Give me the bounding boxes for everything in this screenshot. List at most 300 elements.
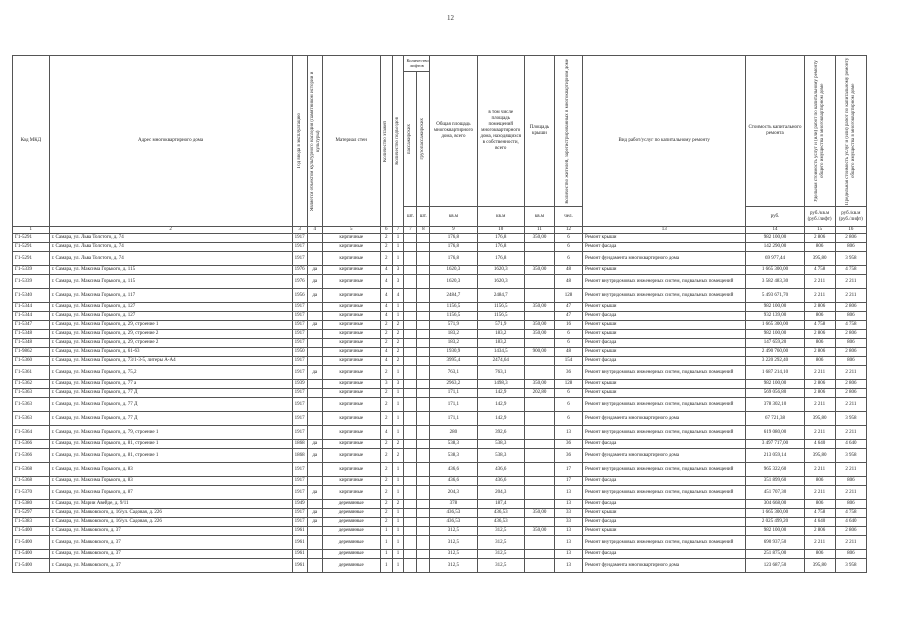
residential-area-cell: 538,3	[477, 449, 524, 463]
floors-cell: 4	[380, 275, 392, 289]
residents-cell: 48	[555, 275, 583, 289]
residents-cell: 48	[555, 348, 583, 357]
residents-cell: 13	[555, 486, 583, 500]
table-row	[13, 550, 867, 559]
cost-cell: 2 025 499,20	[746, 518, 804, 527]
code-cell: Г1-5291	[13, 234, 50, 243]
elev-passenger-cell	[404, 440, 417, 449]
max-cost-cell: 806	[835, 312, 866, 321]
residents-cell: 13	[555, 536, 583, 550]
year-cell: 1917	[292, 463, 307, 477]
residents-cell: 47	[555, 312, 583, 321]
address-cell: г. Самара, ул. Максима Горького, д. 79, строение 1	[49, 426, 292, 440]
cost-cell: 1 665 300,00	[746, 509, 804, 518]
max-cost-cell: 4 758	[835, 321, 866, 330]
entrances-cell: 1	[392, 243, 404, 252]
elev-freight-cell	[417, 559, 430, 573]
unit-residential-area: кв.м	[477, 207, 524, 227]
table-row	[13, 252, 867, 266]
entrances-cell: 2	[392, 321, 404, 330]
elev-passenger-cell	[404, 536, 417, 550]
floors-cell: 2	[380, 500, 392, 509]
elev-freight-cell	[417, 366, 430, 380]
material-cell: деревянные	[322, 536, 380, 550]
elev-freight-cell	[417, 550, 430, 559]
address-cell: г. Самара, ул. Максима Горького, д. 61-63	[49, 348, 292, 357]
code-cell: Г1-5366	[13, 449, 50, 463]
elev-passenger-cell	[404, 559, 417, 573]
heritage-cell	[307, 389, 322, 398]
total-area-cell: 2484,7	[430, 289, 477, 303]
work-type-cell: Ремонт внутридомовых инженерных систем, подвальных помещений	[582, 289, 745, 303]
work-type-cell: Ремонт внутридомовых инженерных систем, подвальных помещений	[582, 275, 745, 289]
address-cell: г. Самара, ул. Маяковского, д. 37	[49, 527, 292, 536]
year-cell: 1956	[292, 289, 307, 303]
table-row	[13, 312, 867, 321]
floors-cell: 2	[380, 412, 392, 426]
year-cell: 1917	[292, 366, 307, 380]
table-row	[13, 509, 867, 518]
header-unit-cost: Удельная стоимость услуг и (или) работ по капитальному ремонту общего имущества в многоквартирном доме	[813, 60, 825, 202]
code-cell: Г1-5291	[13, 243, 50, 252]
year-cell: 1868	[292, 449, 307, 463]
total-area-cell: 280	[430, 426, 477, 440]
cost-cell: 982 100,00	[746, 380, 804, 389]
material-cell: деревянные	[322, 550, 380, 559]
material-cell: кирпичные	[322, 389, 380, 398]
entrances-cell: 2	[392, 339, 404, 348]
total-area-cell: 176,8	[430, 234, 477, 243]
cost-cell: 690 937,50	[746, 536, 804, 550]
unit-cost-cell: 806	[804, 357, 835, 366]
residents-cell: 6	[555, 412, 583, 426]
roof-area-cell	[524, 243, 554, 252]
roof-area-cell	[524, 426, 554, 440]
work-type-cell: Ремонт крыши	[582, 266, 745, 275]
elev-passenger-cell	[404, 449, 417, 463]
floors-cell: 4	[380, 348, 392, 357]
work-type-cell: Ремонт внутридомовых инженерных систем, подвальных помещений	[582, 398, 745, 412]
unit-cost-cell: 2 806	[804, 389, 835, 398]
entrances-cell: 1	[392, 234, 404, 243]
cost-cell: 982 100,00	[746, 234, 804, 243]
total-area-cell: 1620,3	[430, 275, 477, 289]
floors-cell: 1	[380, 536, 392, 550]
unit-cost-cell: 2 806	[804, 348, 835, 357]
year-cell: 1917	[292, 426, 307, 440]
total-area-cell: 2963,2	[430, 380, 477, 389]
elev-passenger-cell	[404, 380, 417, 389]
max-cost-cell: 2 211	[835, 463, 866, 477]
max-cost-cell: 3 958	[835, 412, 866, 426]
residential-area-cell: 142,9	[477, 389, 524, 398]
max-cost-cell: 2 211	[835, 486, 866, 500]
total-area-cell: 1930,9	[430, 348, 477, 357]
year-cell: 1917	[292, 303, 307, 312]
total-area-cell: 436,53	[430, 518, 477, 527]
heritage-cell	[307, 398, 322, 412]
max-cost-cell: 4 640	[835, 518, 866, 527]
heritage-cell	[307, 477, 322, 486]
total-area-cell: 571,9	[430, 321, 477, 330]
entrances-cell: 1	[392, 486, 404, 500]
residential-area-cell: 436,6	[477, 477, 524, 486]
elev-freight-cell	[417, 463, 430, 477]
unit-cost-cell: 806	[804, 500, 835, 509]
unit-cost-cell: 4 640	[804, 440, 835, 449]
max-cost-cell: 2 211	[835, 289, 866, 303]
unit-cost-cell: 4 640	[804, 518, 835, 527]
max-cost-cell: 3 958	[835, 252, 866, 266]
address-cell: г. Самара, ул. Максима Горького, д. 75,2	[49, 366, 292, 380]
unit-roof-area: кв.м	[524, 207, 554, 227]
unit-cost-cell: 2 211	[804, 486, 835, 500]
material-cell: кирпичные	[322, 357, 380, 366]
residential-area-cell: 1434,5	[477, 348, 524, 357]
max-cost-cell: 3 958	[835, 559, 866, 573]
total-area-cell: 538,3	[430, 440, 477, 449]
work-type-cell: Ремонт крыши	[582, 389, 745, 398]
header-heritage: Является объектом культурного наследия (памятником истории и культуры)	[309, 71, 321, 211]
total-area-cell: 176,8	[430, 252, 477, 266]
column-number: 5	[322, 227, 380, 234]
heritage-cell	[307, 550, 322, 559]
entrances-cell: 1	[392, 477, 404, 486]
entrances-cell: 1	[392, 536, 404, 550]
cost-cell: 251 875,00	[746, 550, 804, 559]
address-cell: г. Самара, ул. Марии Авейде, д. 9/11	[49, 500, 292, 509]
table-row	[13, 366, 867, 380]
cost-cell: 69 977,44	[746, 252, 804, 266]
total-area-cell: 183,2	[430, 330, 477, 339]
header-material: Материал стен	[322, 56, 380, 227]
total-area-cell: 176,8	[430, 243, 477, 252]
floors-cell: 2	[380, 398, 392, 412]
year-cell: 1917	[292, 330, 307, 339]
floors-cell: 1	[380, 550, 392, 559]
roof-area-cell	[524, 252, 554, 266]
code-cell: Г1-5380	[13, 500, 50, 509]
entrances-cell: 1	[392, 550, 404, 559]
table-row	[13, 527, 867, 536]
column-number: 1	[13, 227, 50, 234]
address-cell: г. Самара, ул. Максима Горького, д. 29, строение 2	[49, 330, 292, 339]
cost-cell: 123 687,50	[746, 559, 804, 573]
work-type-cell: Ремонт крыши	[582, 348, 745, 357]
work-type-cell: Ремонт внутридомовых инженерных систем, подвальных помещений	[582, 366, 745, 380]
residential-area-cell: 183,2	[477, 330, 524, 339]
table-row	[13, 339, 867, 348]
material-cell: кирпичные	[322, 321, 380, 330]
work-type-cell: Ремонт фундамента многоквартирного дома	[582, 449, 745, 463]
header-residential-area: в том числе площадь помещений многоквартирного дома, находящихся в собственности, всего	[477, 56, 524, 207]
total-area-cell: 436,6	[430, 463, 477, 477]
max-cost-cell: 2 211	[835, 275, 866, 289]
residential-area-cell: 183,2	[477, 339, 524, 348]
elev-freight-cell	[417, 234, 430, 243]
residential-area-cell: 436,6	[477, 463, 524, 477]
heritage-cell	[307, 357, 322, 366]
unit-cost-cell: 2 211	[804, 398, 835, 412]
work-type-cell: Ремонт крыши	[582, 321, 745, 330]
address-cell: г. Самара, ул. Максима Горького, д. 83	[49, 463, 292, 477]
elev-passenger-cell	[404, 357, 417, 366]
work-type-cell: Ремонт фундамента многоквартирного дома	[582, 559, 745, 573]
column-number: 2	[49, 227, 292, 234]
header-entrances: Количество подъездов	[395, 117, 401, 165]
max-cost-cell: 2 211	[835, 426, 866, 440]
elev-freight-cell	[417, 321, 430, 330]
entrances-cell: 2	[392, 449, 404, 463]
cost-cell: 304 668,00	[746, 500, 804, 509]
code-cell: Г1-5347	[13, 321, 50, 330]
elev-passenger-cell	[404, 463, 417, 477]
unit-cost-cell: 4 758	[804, 321, 835, 330]
max-cost-cell: 806	[835, 477, 866, 486]
elev-freight-cell	[417, 243, 430, 252]
material-cell: деревянные	[322, 500, 380, 509]
residents-cell: 6	[555, 389, 583, 398]
table-row	[13, 389, 867, 398]
code-cell: Г1-5340	[13, 289, 50, 303]
table-row	[13, 449, 867, 463]
roof-area-cell	[524, 477, 554, 486]
floors-cell: 2	[380, 486, 392, 500]
roof-area-cell: 350,00	[524, 330, 554, 339]
table-row	[13, 330, 867, 339]
work-type-cell: Ремонт крыши	[582, 234, 745, 243]
address-cell: г. Самара, ул. Максима Горького, д. 77 Д	[49, 389, 292, 398]
elev-passenger-cell	[404, 348, 417, 357]
code-cell: Г1-5400	[13, 536, 50, 550]
cost-cell: 351 899,60	[746, 477, 804, 486]
roof-area-cell	[524, 312, 554, 321]
material-cell: деревянные	[322, 559, 380, 573]
residents-cell: 13	[555, 550, 583, 559]
elev-passenger-cell	[404, 486, 417, 500]
column-number: 16	[835, 227, 866, 234]
material-cell: кирпичные	[322, 398, 380, 412]
column-number: 13	[582, 227, 745, 234]
address-cell: г. Самара, ул. Максима Горького, д. 115	[49, 275, 292, 289]
max-cost-cell: 2 211	[835, 536, 866, 550]
header-address: Адрес многоквартирного дома	[49, 56, 292, 227]
heritage-cell	[307, 426, 322, 440]
roof-area-cell	[524, 536, 554, 550]
work-type-cell: Ремонт фасада	[582, 500, 745, 509]
table-row	[13, 234, 867, 243]
roof-area-cell	[524, 366, 554, 380]
code-cell: Г1-5344	[13, 303, 50, 312]
work-type-cell: Ремонт фасада	[582, 440, 745, 449]
residential-area-cell: 204,3	[477, 486, 524, 500]
table-row	[13, 289, 867, 303]
address-cell: г. Самара, ул. Максима Горького, д. 73/1-3-5, литеры А-А4	[49, 357, 292, 366]
heritage-cell	[307, 536, 322, 550]
elev-passenger-cell	[404, 500, 417, 509]
table-row	[13, 380, 867, 389]
residents-cell: 48	[555, 266, 583, 275]
elev-freight-cell	[417, 275, 430, 289]
max-cost-cell: 2 806	[835, 348, 866, 357]
work-type-cell: Ремонт фасада	[582, 518, 745, 527]
roof-area-cell: 350,00	[524, 303, 554, 312]
year-cell: 1917	[292, 477, 307, 486]
residential-area-cell: 176,8	[477, 252, 524, 266]
elev-passenger-cell	[404, 321, 417, 330]
page-number: 12	[447, 14, 454, 22]
header-elev-freight: грузопассажирских	[420, 118, 426, 160]
unit-cost-cell: 4 758	[804, 509, 835, 518]
elev-freight-cell	[417, 518, 430, 527]
header-elev-passenger: пассажирских	[407, 123, 413, 154]
residential-area-cell: 1156,5	[477, 312, 524, 321]
heritage-cell	[307, 500, 322, 509]
heritage-cell	[307, 243, 322, 252]
heritage-cell	[307, 339, 322, 348]
address-cell: г. Самара, ул. Льва Толстого, д. 74	[49, 252, 292, 266]
heritage-cell: да	[307, 289, 322, 303]
code-cell: Г1-5363	[13, 412, 50, 426]
elev-passenger-cell	[404, 243, 417, 252]
material-cell: кирпичные	[322, 449, 380, 463]
floors-cell: 4	[380, 266, 392, 275]
header-work-type: Вид работ/услуг по капитальному ремонту	[582, 56, 745, 227]
code-cell: Г1-5383	[13, 518, 50, 527]
elev-freight-cell	[417, 389, 430, 398]
roof-area-cell	[524, 440, 554, 449]
code-cell: Г1-5362	[13, 380, 50, 389]
elev-passenger-cell	[404, 266, 417, 275]
work-type-cell: Ремонт фасада	[582, 550, 745, 559]
material-cell: кирпичные	[322, 426, 380, 440]
cost-cell: 3 220 292,40	[746, 357, 804, 366]
residents-cell: 33	[555, 518, 583, 527]
column-number: 15	[804, 227, 835, 234]
work-type-cell: Ремонт внутридомовых инженерных систем, подвальных помещений	[582, 536, 745, 550]
cost-cell: 67 721,38	[746, 412, 804, 426]
table-row	[13, 426, 867, 440]
work-type-cell: Ремонт фундамента многоквартирного дома	[582, 412, 745, 426]
material-cell: кирпичные	[322, 440, 380, 449]
code-cell: Г1-5400	[13, 559, 50, 573]
roof-area-cell	[524, 463, 554, 477]
table-row	[13, 321, 867, 330]
floors-cell: 2	[380, 339, 392, 348]
year-cell: 1917	[292, 509, 307, 518]
roof-area-cell	[524, 398, 554, 412]
floors-cell: 2	[380, 449, 392, 463]
floors-cell: 2	[380, 243, 392, 252]
year-cell: 1961	[292, 550, 307, 559]
code-cell: Г1-5297	[13, 509, 50, 518]
heritage-cell: да	[307, 509, 322, 518]
code-cell: Г1-5364	[13, 426, 50, 440]
address-cell: г. Самара, ул. Максима Горького, д. 117	[49, 289, 292, 303]
residential-area-cell: 176,8	[477, 243, 524, 252]
residential-area-cell: 142,9	[477, 398, 524, 412]
cost-cell: 965 322,60	[746, 463, 804, 477]
table-row	[13, 463, 867, 477]
material-cell: деревянные	[322, 509, 380, 518]
heritage-cell	[307, 559, 322, 573]
elev-passenger-cell	[404, 339, 417, 348]
code-cell: Г1-5361	[13, 366, 50, 380]
elev-passenger-cell	[404, 252, 417, 266]
table-row	[13, 440, 867, 449]
heritage-cell: да	[307, 366, 322, 380]
code-cell: Г1-5363	[13, 398, 50, 412]
residents-cell: 36	[555, 366, 583, 380]
unit-cost-cell: 395,80	[804, 412, 835, 426]
address-cell: г. Самара, ул. Максима Горького, д. 29, строение 2	[49, 339, 292, 348]
roof-area-cell: 900,00	[524, 348, 554, 357]
entrances-cell: 2	[392, 440, 404, 449]
address-cell: г. Самара, ул. Маяковского, д. 37	[49, 550, 292, 559]
heritage-cell	[307, 380, 322, 389]
column-number: 11	[524, 227, 554, 234]
work-type-cell: Ремонт крыши	[582, 509, 745, 518]
elev-freight-cell	[417, 252, 430, 266]
table-row	[13, 275, 867, 289]
material-cell: кирпичные	[322, 330, 380, 339]
unit-cost-cell: 2 211	[804, 275, 835, 289]
address-cell: г. Самара, ул. Максима Горького, д. 127	[49, 312, 292, 321]
elev-freight-cell	[417, 289, 430, 303]
address-cell: г. Самара, ул. Максима Горького, д. 81, строение 1	[49, 440, 292, 449]
year-cell: 1976	[292, 266, 307, 275]
year-cell: 1976	[292, 275, 307, 289]
cost-cell: 142 290,00	[746, 243, 804, 252]
residential-area-cell: 312,5	[477, 527, 524, 536]
cost-cell: 1 665 300,00	[746, 266, 804, 275]
max-cost-cell: 2 211	[835, 366, 866, 380]
code-cell: Г1-9862	[13, 348, 50, 357]
total-area-cell: 171,1	[430, 398, 477, 412]
roof-area-cell	[524, 275, 554, 289]
table-row	[13, 303, 867, 312]
entrances-cell: 1	[392, 463, 404, 477]
max-cost-cell: 2 806	[835, 389, 866, 398]
cost-cell: 982 100,00	[746, 527, 804, 536]
elev-passenger-cell	[404, 366, 417, 380]
address-cell: г. Самара, ул. Максима Горького, д. 127	[49, 303, 292, 312]
code-cell: Г1-5370	[13, 486, 50, 500]
column-numbers-row	[13, 227, 867, 234]
elev-passenger-cell	[404, 477, 417, 486]
residents-cell: 128	[555, 289, 583, 303]
elev-passenger-cell	[404, 426, 417, 440]
roof-area-cell	[524, 289, 554, 303]
table-row	[13, 348, 867, 357]
elev-passenger-cell	[404, 527, 417, 536]
elev-passenger-cell	[404, 509, 417, 518]
heritage-cell: да	[307, 275, 322, 289]
max-cost-cell: 2 806	[835, 380, 866, 389]
heritage-cell	[307, 330, 322, 339]
entrances-cell: 4	[392, 289, 404, 303]
code-cell: Г1-5348	[13, 339, 50, 348]
work-type-cell: Ремонт фасада	[582, 357, 745, 366]
roof-area-cell	[524, 486, 554, 500]
elev-freight-cell	[417, 398, 430, 412]
cost-cell: 1 665 300,00	[746, 321, 804, 330]
column-number: 6	[380, 227, 392, 234]
code-cell: Г1-5400	[13, 527, 50, 536]
heritage-cell	[307, 312, 322, 321]
year-cell: 1917	[292, 234, 307, 243]
unit-cost-cell: 395,80	[804, 252, 835, 266]
